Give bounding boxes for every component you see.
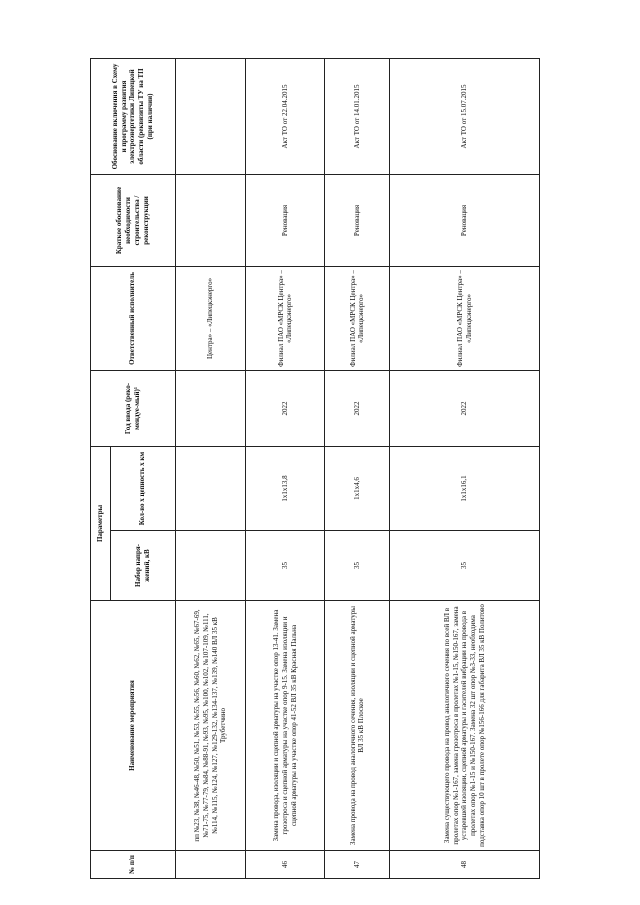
cell-basis: Акт ТО от 15.07.2015 (390, 58, 540, 174)
cell-year: 2022 (246, 370, 325, 446)
cell-name: пп №23, №38, №46-48, №50, №51, №53, №55, №56, №60, №62, №65, №67-69, №71-75, №77-79, №84, №88-91, №93, №95, №100, №102, №107-109, №111, №114, №115, №124, №127, №129-132, №134-137, №139, №140 ВЛ 35 кВ Трубетчино (175, 601, 246, 851)
cell-voltage (175, 531, 246, 601)
header-year: Год ввода (реко-мендуе-мый)¹ (91, 370, 176, 446)
cell-justification: Реновация (325, 174, 390, 266)
header-num: № п/п (91, 851, 176, 879)
cell-year: 2022 (390, 370, 540, 446)
table-row (246, 58, 325, 878)
cell-justification (175, 174, 246, 266)
cell-num: 47 (325, 851, 390, 879)
cell-voltage: 35 (325, 531, 390, 601)
cell-executor: Филиал ПАО «МРСК Центра» – «Липецкэнерго» (390, 266, 540, 370)
cell-qty (175, 446, 246, 530)
header-name: Наименование мероприятия (91, 601, 176, 851)
header-executor: Ответственный исполнитель (91, 266, 176, 370)
cell-qty: 1х1х16,1 (390, 446, 540, 530)
cell-justification: Реновация (390, 174, 540, 266)
cell-name: Замена провода на провод аналогичного сечения, изоляции и сцепной арматуры ВЛ 35 кВ Плоское (325, 601, 390, 851)
cell-qty: 1х1х4,6 (325, 446, 390, 530)
cell-justification: Реновация (246, 174, 325, 266)
cell-basis: Акт ТО от 22.04.2015 (246, 58, 325, 174)
cell-executor: Филиал ПАО «МРСК Центра» – «Липецкэнерго» (325, 266, 390, 370)
cell-num: 48 (390, 851, 540, 879)
header-params: Параметры (91, 446, 111, 600)
header-voltage: Набор напря-жений, кВ (110, 531, 175, 601)
cell-num: 46 (246, 851, 325, 879)
cell-year (175, 370, 246, 446)
measures-table (90, 58, 540, 879)
rotated-page (90, 59, 540, 879)
cell-num (175, 851, 246, 879)
cell-executor: Филиал ПАО «МРСК Центра» – «Липецкэнерго» (246, 266, 325, 370)
cell-basis (175, 58, 246, 174)
cell-name: Замена существующего провода на провод аналогичного сечения по всей ВЛ в пролетах опор №1-167, замена грозотроса в пролетах №1-15, №150-167, замена устаревшей изоляции, сцепной арматуры и гасителей вибрации на провода в пролетах опор №1-15 и №150-167. Замена 32 шт опор №3-33, необходима подставка опор 10 шт в пролете опор №156-166 для габарита ВЛ 35 кВ Политово (390, 601, 540, 851)
header-row-top (91, 58, 111, 878)
cell-qty: 1х1х13,8 (246, 446, 325, 530)
header-qty: Кол-во х цепность х км (110, 446, 175, 530)
cell-voltage: 35 (390, 531, 540, 601)
cell-executor: Центра» – «Липецкэнерго» (175, 266, 246, 370)
table-row (390, 58, 540, 878)
cell-year: 2022 (325, 370, 390, 446)
table-row (325, 58, 390, 878)
table-row (175, 58, 246, 878)
cell-voltage: 35 (246, 531, 325, 601)
header-justification: Краткое обоснование необходимости строительства / реконструкции (91, 174, 176, 266)
header-basis: Обоснование включения в Схему и программу развития электроэнергетики Липецкой области (реквизиты ТУ на ТП (при наличии) (91, 58, 176, 174)
cell-basis: Акт ТО от 14.01.2015 (325, 58, 390, 174)
cell-name: Замена провода, изоляции и сцепной арматуры на участке опор 13-41. Замена грозотроса и сцепной арматуры на участке опор 9-15. Замена изоляции и сцепной арматуры на участке опор 41-52 ВЛ 35 кВ Красная Пальна (246, 601, 325, 851)
